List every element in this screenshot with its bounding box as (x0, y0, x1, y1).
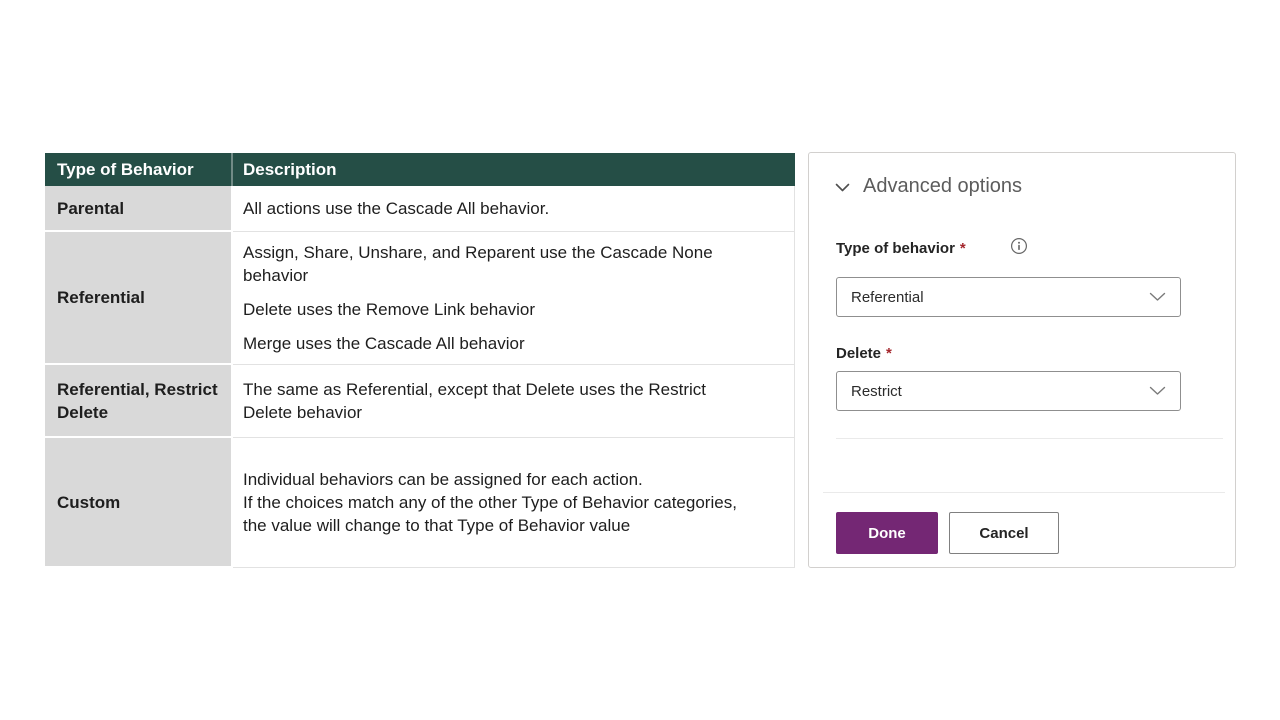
row-description (233, 365, 795, 438)
description-paragraph: Delete uses the Remove Link behavior (243, 300, 535, 319)
delete-label-text: Delete (836, 345, 882, 362)
chevron-down-icon (1149, 289, 1166, 306)
table-row (45, 365, 795, 438)
description-paragraph: If the choices match any of the other Type of Behavior categories, the value will change to that Type of Behavior value (243, 493, 737, 535)
table-row (45, 186, 795, 232)
divider (823, 492, 1225, 493)
divider (836, 438, 1223, 439)
chevron-down-icon (1149, 383, 1166, 400)
delete-value: Restrict (851, 382, 902, 400)
required-asterisk: * (886, 345, 892, 362)
row-label-referential-restrict-delete: Referential, Restrict Delete (45, 365, 233, 438)
table-row (45, 438, 795, 568)
table-row (45, 232, 795, 365)
row-description (233, 232, 795, 365)
type-of-behavior-dropdown[interactable] (836, 277, 1181, 317)
column-header-description: Description (243, 159, 337, 179)
advanced-options-title: Advanced options (863, 175, 1023, 197)
description-paragraph: All actions use the Cascade All behavior. (243, 199, 550, 218)
delete-dropdown[interactable] (836, 371, 1181, 411)
row-description (233, 438, 795, 568)
cancel-button[interactable]: Cancel (949, 512, 1059, 554)
description-paragraph: The same as Referential, except that Delete uses the Restrict Delete behavior (243, 380, 707, 422)
done-button[interactable]: Done (836, 512, 938, 554)
table-header-row (45, 153, 795, 186)
delete-label (836, 345, 892, 362)
row-label-parental: Parental (45, 186, 233, 232)
info-icon[interactable] (1010, 237, 1028, 255)
description-paragraph: Individual behaviors can be assigned for each action. (243, 470, 643, 489)
chevron-down-icon (835, 175, 850, 198)
behavior-table (45, 153, 795, 568)
required-asterisk: * (959, 240, 966, 257)
advanced-options-toggle[interactable] (835, 175, 1022, 198)
type-of-behavior-label-text: Type of behavior (836, 240, 955, 257)
column-header-type-of-behavior: Type of Behavior (45, 153, 233, 186)
type-of-behavior-value: Referential (851, 288, 924, 306)
description-paragraph: Assign, Share, Unshare, and Reparent use the Cascade None behavior (243, 243, 713, 285)
advanced-options-panel (808, 152, 1236, 568)
description-paragraph: Merge uses the Cascade All behavior (243, 334, 525, 353)
type-of-behavior-label (836, 240, 966, 257)
row-label-referential: Referential (45, 232, 233, 365)
row-description (233, 186, 795, 232)
row-label-custom: Custom (45, 438, 233, 568)
